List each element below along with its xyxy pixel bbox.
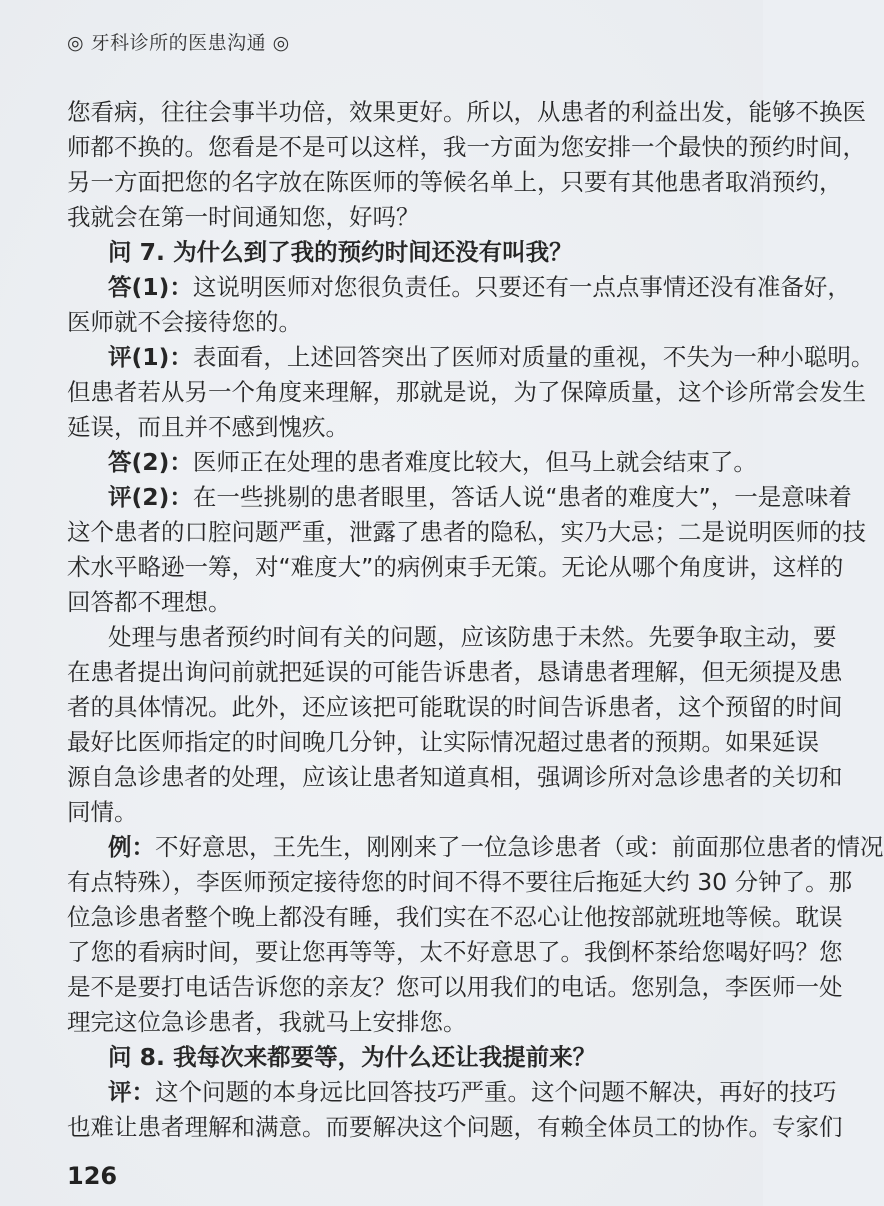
line-text: 了您的看病时间，要让您再等等，太不好意思了。我倒杯茶给您喝好吗？您 [67,938,843,966]
line-text: 在一些挑剔的患者眼里，答话人说“患者的难度大”，一是意味着 [192,483,852,511]
text-line [67,305,731,340]
line-text: 医师就不会接待您的。 [67,308,302,336]
line-label: 问 7. 为什么到了我的预约时间还没有叫我？ [108,238,573,266]
text-line [67,515,866,550]
line-text: 处理与患者预约时间有关的问题，应该防患于未然。先要争取主动，要 [108,623,837,651]
page-body-text [67,95,884,1145]
line-text: 有点特殊），李医师预定接待您的时间不得不要往后拖延大约 30 分钟了。那 [67,868,853,896]
running-header: ◎ 牙科诊所的医患沟通 ◎ [67,32,290,54]
line-text: 位急诊患者整个晚上都没有睡，我们实在不忍心让他按部就班地等候。耽误 [67,903,843,931]
text-line [67,795,731,830]
page-number: 126 [67,1162,118,1190]
text-line [67,550,844,585]
text-line [67,375,866,410]
line-label: 答(2)： [108,448,193,476]
text-line [67,340,875,375]
text-line [67,970,843,1005]
text-line [67,655,843,690]
line-text: 另一方面把您的名字放在陈医师的等候名单上，只要有其他患者取消预约， [67,168,843,196]
line-text: 也难让患者理解和满意。而要解决这个问题，有赖全体员工的协作。专家们 [67,1113,843,1141]
line-text: 这个患者的口腔问题严重，泄露了患者的隐私，实乃大忌；二是说明医师的技 [67,518,866,546]
line-text: 您看病，往往会事半功倍，效果更好。所以，从患者的利益出发，能够不换医 [67,98,866,126]
line-text: 源自急诊患者的处理，应该让患者知道真相，强调诊所对急诊患者的关切和 [67,763,843,791]
text-line [67,620,837,655]
text-line [67,725,819,760]
text-line [67,1075,837,1110]
line-label: 评(1)： [108,343,193,371]
line-text: 我就会在第一时间通知您，好吗？ [67,203,420,231]
line-text: 这说明医师对您很负责任。只要还有一点点事情还没有准备好， [192,273,851,301]
line-text: 最好比医师指定的时间晚几分钟，让实际情况超过患者的预期。如果延误 [67,728,819,756]
line-label: 评(2)： [108,483,193,511]
text-line [67,760,843,795]
text-line [67,865,853,900]
line-text: 在患者提出询问前就把延误的可能告诉患者，恳请患者理解，但无须提及患 [67,658,843,686]
text-line [67,900,843,935]
line-label: 例： [108,833,155,861]
text-line [67,1005,731,1040]
line-text: 延误，而且并不感到愧疚。 [67,413,349,441]
text-line [67,690,843,725]
text-line [67,830,884,865]
text-line [67,1110,843,1145]
line-text: 术水平略逊一筹，对“难度大”的病例束手无策。无论从哪个角度讲，这样的 [67,553,844,581]
text-line [67,935,843,970]
text-line [67,270,851,305]
text-line [67,410,731,445]
text-line [67,480,852,515]
text-line [67,130,866,165]
line-text: 是不是要打电话告诉您的亲友？您可以用我们的电话。您别急，李医师一处 [67,973,843,1001]
line-label: 问 8. 我每次来都要等，为什么还让我提前来？ [108,1043,597,1071]
line-text: 不好意思，王先生，刚刚来了一位急诊患者（或：前面那位患者的情况 [155,833,884,861]
text-line [67,200,731,235]
text-line [67,95,866,130]
line-label: 答(1)： [108,273,193,301]
text-line [67,165,843,200]
question-heading [67,1040,731,1075]
line-text: 者的具体情况。此外，还应该把可能耽误的时间告诉患者，这个预留的时间 [67,693,843,721]
text-line [67,445,757,480]
line-label: 评： [108,1078,155,1106]
line-text: 师都不换的。您看是不是可以这样，我一方面为您安排一个最快的预约时间， [67,133,866,161]
line-text: 同情。 [67,798,138,826]
text-line [67,585,731,620]
line-text: 这个问题的本身远比回答技巧严重。这个问题不解决，再好的技巧 [155,1078,837,1106]
line-text: 表面看，上述回答突出了医师对质量的重视，不失为一种小聪明。 [192,343,875,371]
line-text: 理完这位急诊患者，我就马上安排您。 [67,1008,467,1036]
line-text: 但患者若从另一个角度来理解，那就是说，为了保障质量，这个诊所常会发生 [67,378,866,406]
line-text: 回答都不理想。 [67,588,232,616]
line-text: 医师正在处理的患者难度比较大，但马上就会结束了。 [192,448,757,476]
question-heading [67,235,731,270]
